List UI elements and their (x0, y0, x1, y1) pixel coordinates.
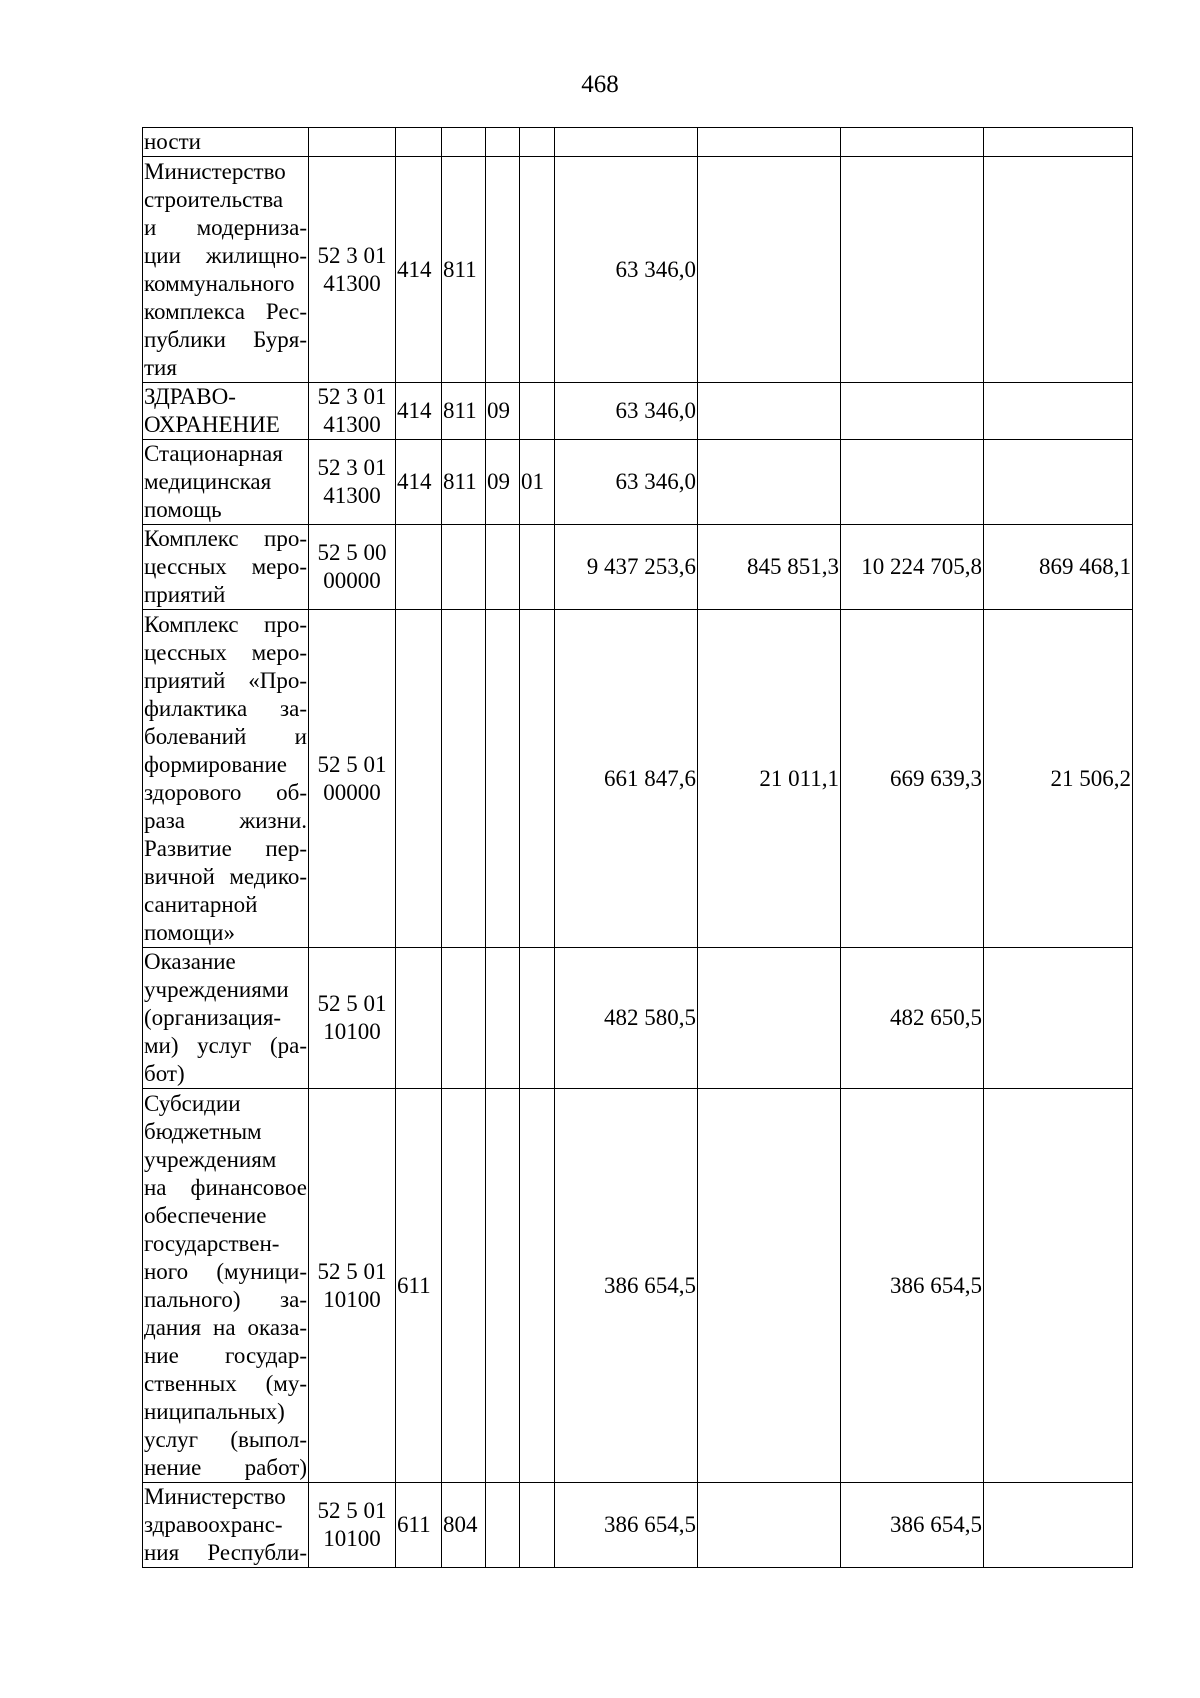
row-name-line: приятий «Про- (144, 667, 307, 693)
row-name-line: бот) (144, 1061, 185, 1086)
table-row (143, 525, 1133, 610)
amount-1-cell: 661 847,6 (555, 610, 698, 948)
row-name-cell (143, 383, 309, 440)
subsection-code-cell (486, 1089, 520, 1483)
grbs-code-cell (396, 128, 442, 157)
row-name-line: Субсидии (144, 1090, 241, 1116)
row-name-line: Оказание (144, 949, 236, 974)
expense-type-cell (520, 383, 555, 440)
subsection-code-cell (486, 948, 520, 1089)
csr-code-line: 00000 (323, 568, 381, 593)
row-name-line: комплекса Рес- (144, 298, 307, 324)
subsection-code-cell (486, 525, 520, 610)
row-name-line: ми) услуг (ра- (144, 1033, 307, 1058)
amount-3-cell (841, 440, 984, 525)
row-name-line: цессных меро- (144, 639, 307, 665)
csr-code-line: 52 5 01 (317, 1498, 387, 1523)
table-row (143, 157, 1133, 383)
row-name-line: Развитие пер- (144, 835, 307, 861)
row-name-line: строительства (144, 186, 284, 212)
row-name-line: (организация- (144, 1005, 282, 1030)
row-name-line: здорового об- (144, 779, 307, 805)
csr-code-line: 41300 (323, 270, 381, 296)
table-row (143, 1483, 1133, 1568)
amount-4-cell (984, 1483, 1133, 1568)
amount-1-cell: 63 346,0 (555, 440, 698, 525)
expense-type-cell (520, 525, 555, 610)
amount-1-cell: 386 654,5 (555, 1089, 698, 1483)
row-name-line: раза жизни. (144, 807, 307, 833)
csr-code-line: 52 5 01 (317, 991, 387, 1016)
csr-code-line: 52 3 01 (317, 384, 387, 409)
table-row (143, 440, 1133, 525)
row-name-line: коммунального (144, 270, 295, 296)
row-name-cell (143, 948, 309, 1089)
amount-4-cell (984, 128, 1133, 157)
amount-1-cell: 9 437 253,6 (555, 525, 698, 610)
table-row (143, 128, 1133, 157)
row-name-line: ственных (му- (144, 1370, 307, 1396)
table-row (143, 610, 1133, 948)
row-name-line: медицинская (144, 469, 272, 494)
csr-code-cell (309, 1089, 396, 1483)
amount-4-cell (984, 383, 1133, 440)
grbs-code-cell: 414 (396, 157, 442, 383)
row-name-line: Комплекс про- (144, 526, 307, 551)
amount-4-cell (984, 948, 1133, 1089)
amount-3-cell (841, 128, 984, 157)
grbs-code-cell (396, 610, 442, 948)
row-name-line: пального) за- (144, 1286, 307, 1312)
subsection-code-cell (486, 157, 520, 383)
row-name-cell (143, 440, 309, 525)
csr-code-line: 10100 (323, 1286, 381, 1312)
section-code-cell (442, 128, 486, 157)
amount-2-cell: 845 851,3 (698, 525, 841, 610)
subsection-code-cell: 09 (486, 440, 520, 525)
row-name-line: обеспечение (144, 1202, 267, 1228)
section-code-cell (442, 525, 486, 610)
row-name-line: здравоохранс- (144, 1512, 283, 1537)
csr-code-cell (309, 440, 396, 525)
expense-type-cell (520, 610, 555, 948)
subsection-code-cell (486, 1483, 520, 1568)
csr-code-line: 52 5 01 (317, 751, 387, 777)
section-code-cell (442, 1089, 486, 1483)
budget-table (142, 127, 1133, 1568)
amount-1-cell: 63 346,0 (555, 383, 698, 440)
grbs-code-cell: 414 (396, 440, 442, 525)
row-name-line: государствен- (144, 1230, 280, 1256)
csr-code-cell (309, 128, 396, 157)
row-name-cell (143, 525, 309, 610)
csr-code-cell (309, 157, 396, 383)
row-name-line: цессных меро- (144, 554, 307, 579)
grbs-code-cell: 414 (396, 383, 442, 440)
amount-2-cell (698, 128, 841, 157)
row-name-line: дания на оказа- (144, 1314, 307, 1340)
row-name-line: учреждениями (144, 977, 289, 1002)
grbs-code-cell (396, 948, 442, 1089)
row-name-cell (143, 128, 309, 157)
section-code-cell: 804 (442, 1483, 486, 1568)
row-name-line: приятий (144, 582, 226, 607)
row-name-line: филактика за- (144, 695, 307, 721)
row-name-line: ние государ- (144, 1342, 307, 1368)
csr-code-cell (309, 525, 396, 610)
row-name-line: ции жилищно- (144, 242, 307, 268)
amount-1-cell (555, 128, 698, 157)
amount-1-cell: 386 654,5 (555, 1483, 698, 1568)
row-name-line: и модерниза- (144, 214, 307, 240)
amount-3-cell (841, 383, 984, 440)
expense-type-cell: 01 (520, 440, 555, 525)
csr-code-line: 52 5 00 (317, 540, 387, 565)
row-name-cell (143, 157, 309, 383)
amount-2-cell (698, 1483, 841, 1568)
row-name-line: услуг (выпол- (144, 1426, 307, 1452)
row-name-line: вичной медико- (144, 863, 307, 889)
csr-code-cell (309, 383, 396, 440)
csr-code-line: 52 5 01 (317, 1258, 387, 1284)
csr-code-line: 41300 (323, 412, 381, 437)
csr-code-line: 10100 (323, 1526, 381, 1551)
section-code-cell (442, 610, 486, 948)
amount-3-cell: 10 224 705,8 (841, 525, 984, 610)
amount-2-cell (698, 383, 841, 440)
csr-code-cell (309, 1483, 396, 1568)
row-name-line: тия (144, 354, 177, 380)
csr-code-cell (309, 948, 396, 1089)
csr-code-line: 52 3 01 (317, 455, 387, 480)
row-name-line: Комплекс про- (144, 611, 307, 637)
amount-2-cell (698, 440, 841, 525)
amount-3-cell: 386 654,5 (841, 1483, 984, 1568)
amount-2-cell (698, 157, 841, 383)
row-name-line: помощи» (144, 919, 235, 945)
section-code-cell (442, 948, 486, 1089)
section-code-cell: 811 (442, 440, 486, 525)
amount-1-cell: 482 580,5 (555, 948, 698, 1089)
row-name-line: учреждениям (144, 1146, 277, 1172)
amount-2-cell (698, 1089, 841, 1483)
amount-4-cell (984, 440, 1133, 525)
csr-code-line: 41300 (323, 483, 381, 508)
table-row (143, 1089, 1133, 1483)
amount-3-cell: 482 650,5 (841, 948, 984, 1089)
row-name-cell (143, 1483, 309, 1568)
amount-3-cell: 669 639,3 (841, 610, 984, 948)
table-row (143, 948, 1133, 1089)
row-name-line: ности (144, 129, 201, 154)
amount-1-cell: 63 346,0 (555, 157, 698, 383)
row-name-line: публики Буря- (144, 326, 307, 352)
row-name-line: ОХРАНЕНИЕ (144, 412, 280, 437)
expense-type-cell (520, 128, 555, 157)
amount-2-cell: 21 011,1 (698, 610, 841, 948)
row-name-line: формирование (144, 751, 288, 777)
grbs-code-cell (396, 525, 442, 610)
amount-4-cell: 869 468,1 (984, 525, 1133, 610)
amount-4-cell: 21 506,2 (984, 610, 1133, 948)
page-number: 468 (581, 71, 619, 98)
amount-4-cell (984, 1089, 1133, 1483)
row-name-line: Стационарная (144, 441, 283, 466)
row-name-line: болеваний и (144, 723, 307, 749)
row-name-line: Министерство (144, 158, 286, 184)
row-name-line: на финансовое (144, 1174, 307, 1200)
expense-type-cell (520, 948, 555, 1089)
csr-code-line: 52 3 01 (317, 242, 387, 268)
subsection-code-cell: 09 (486, 383, 520, 440)
row-name-line: ния Республи- (144, 1540, 307, 1565)
subsection-code-cell (486, 610, 520, 948)
amount-4-cell (984, 157, 1133, 383)
row-name-line: ЗДРАВО- (144, 384, 236, 409)
subsection-code-cell (486, 128, 520, 157)
row-name-line: ниципальных) (144, 1398, 285, 1424)
section-code-cell: 811 (442, 383, 486, 440)
expense-type-cell (520, 1483, 555, 1568)
table-row (143, 383, 1133, 440)
row-name-cell (143, 610, 309, 948)
grbs-code-cell: 611 (396, 1089, 442, 1483)
row-name-cell (143, 1089, 309, 1483)
amount-3-cell: 386 654,5 (841, 1089, 984, 1483)
row-name-line: Министерство (144, 1484, 286, 1509)
row-name-line: помощь (144, 497, 222, 522)
row-name-line: нение работ) (144, 1454, 307, 1480)
csr-code-cell (309, 610, 396, 948)
table-body (143, 128, 1133, 1568)
grbs-code-cell: 611 (396, 1483, 442, 1568)
csr-code-line: 10100 (323, 1019, 381, 1044)
csr-code-line: 00000 (323, 779, 381, 805)
row-name-line: санитарной (144, 891, 258, 917)
amount-3-cell (841, 157, 984, 383)
row-name-line: бюджетным (144, 1118, 262, 1144)
expense-type-cell (520, 157, 555, 383)
section-code-cell: 811 (442, 157, 486, 383)
amount-2-cell (698, 948, 841, 1089)
row-name-line: ного (муници- (144, 1258, 307, 1284)
expense-type-cell (520, 1089, 555, 1483)
